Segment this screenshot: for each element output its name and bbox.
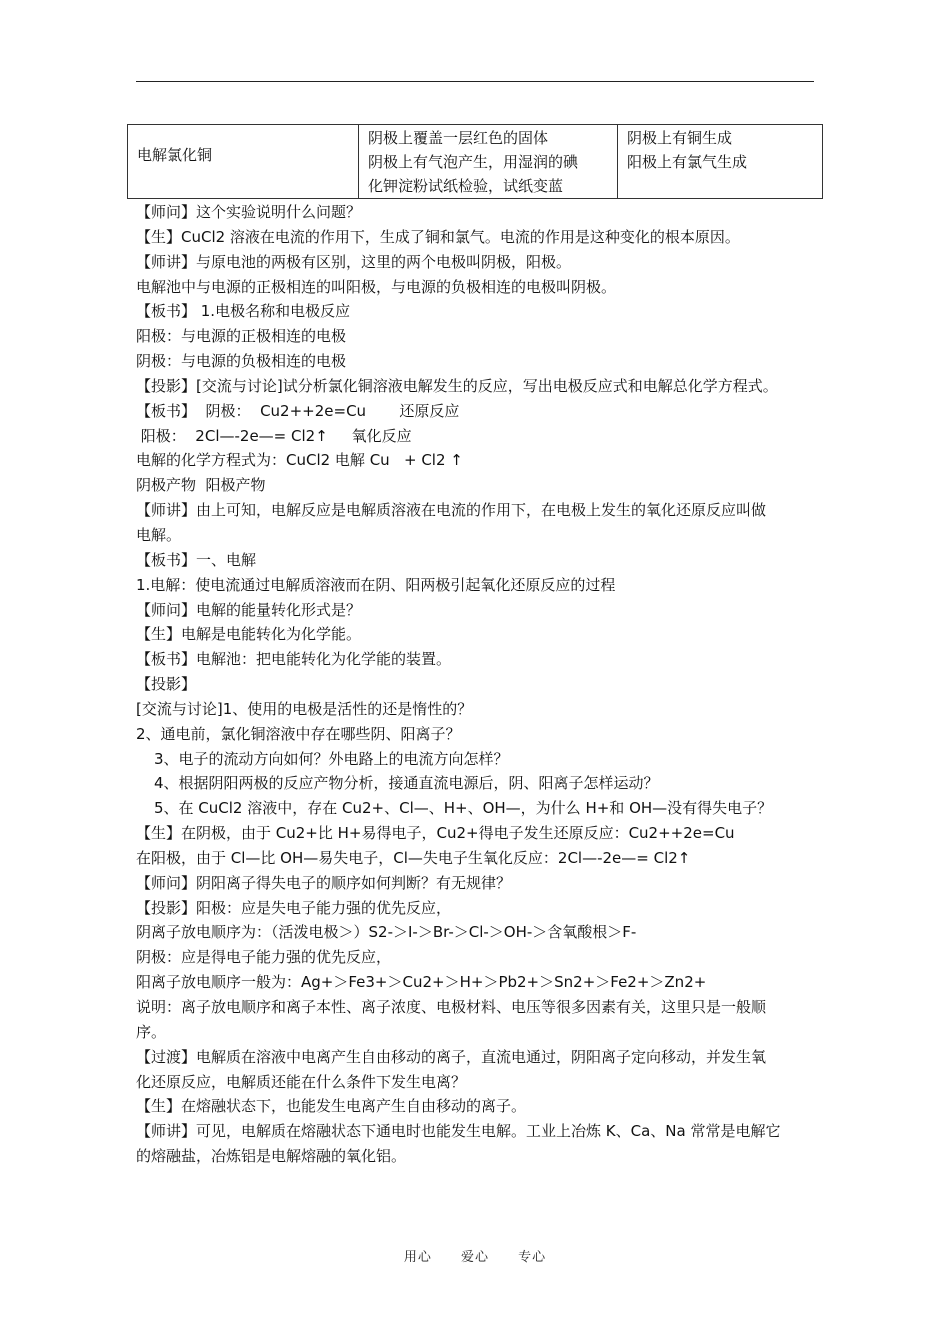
text-line: 【师讲】与原电池的两极有区别，这里的两个电极叫阴极，阳极。	[136, 252, 572, 271]
text-line: 阳离子放电顺序一般为：Ag+＞Fe3+＞Cu2+＞H+＞Pb2+＞Sn2+＞Fe2+＞Zn2+	[136, 973, 707, 992]
conclusion-line: 阳极上有氯气生成	[627, 153, 748, 171]
text-line: 【投影】阳极：应是失电子能力强的优先反应，	[136, 898, 452, 917]
text-line: 【板书】电解池：把电能转化为化学能的装置。	[136, 650, 452, 669]
phenomenon-line: 阴极上有气泡产生，用湿润的碘	[368, 153, 579, 171]
table-cell-conclusion	[618, 125, 822, 198]
text-line: 电解。	[136, 525, 182, 544]
text-line: 电解池中与电源的正极相连的叫阳极，与电源的负极相连的电极叫阴极。	[136, 277, 617, 296]
text-line: 5、在 CuCl2 溶液中，存在 Cu2+、Cl—、H+、OH—，为什么 H+和 OH—没有得失电子？	[154, 799, 773, 818]
text-line: 【师问】阴阳离子得失电子的顺序如何判断？有无规律？	[136, 873, 512, 892]
page-footer	[0, 1246, 950, 1265]
text-line: 电解的化学方程式为：CuCl2 电解 Cu + Cl2 ↑	[136, 451, 463, 470]
text-line: [交流与讨论]1、使用的电极是活性的还是惰性的？	[136, 699, 473, 718]
text-line: 【师讲】可见，电解质在熔融状态下通电时也能发生电解。工业上冶炼 K、Ca、Na 常常是电解它	[136, 1122, 781, 1141]
lesson-body	[136, 200, 826, 1169]
phenomenon-line: 化钾淀粉试纸检验，试纸变蓝	[368, 177, 564, 195]
table-cell-phenomena	[359, 125, 618, 198]
text-line: 【板书】一、电解	[136, 550, 257, 569]
text-line: 化还原反应，电解质还能在什么条件下发生电离？	[136, 1072, 467, 1091]
text-line: 【师问】电解的能量转化形式是？	[136, 600, 362, 619]
text-line: 阳极： 2Cl—-2e—= Cl2↑ 氧化反应	[136, 426, 412, 445]
text-line: 阴极产物 阳极产物	[136, 476, 266, 495]
text-line: 阴极：与电源的负极相连的电极	[136, 352, 347, 371]
text-line: 【投影】[交流与讨论]试分析氯化铜溶液电解发生的反应，写出电极反应式和电解总化学方程式。	[136, 376, 778, 395]
footer-text: 爱心	[460, 1250, 489, 1265]
phenomenon-line: 阴极上覆盖一层红色的固体	[368, 129, 549, 147]
text-line: 4、根据阴阳两极的反应产物分析，接通直流电源后，阴、阳离子怎样运动？	[154, 774, 659, 793]
text-line: 【板书】 阴极： Cu2++2e=Cu 还原反应	[136, 401, 460, 420]
table-cell-experiment	[128, 125, 359, 198]
header-rule	[136, 81, 814, 82]
text-line: 【生】电解是电能转化为化学能。	[136, 625, 362, 644]
text-line: 【投影】	[136, 675, 197, 694]
footer-text: 专心	[518, 1250, 547, 1265]
text-line: 【板书】 1.电极名称和电极反应	[136, 302, 351, 321]
text-line: 1.电解：使电流通过电解质溶液而在阴、阳两极引起氧化还原反应的过程	[136, 575, 616, 594]
experiment-table	[127, 124, 823, 199]
text-line: 【师问】这个实验说明什么问题？	[136, 203, 362, 221]
text-line: 说明：离子放电顺序和离子本性、离子浓度、电极材料、电压等很多因素有关，这里只是一般顺	[136, 998, 767, 1016]
text-line: 【生】在熔融状态下，也能发生电离产生自由移动的离子。	[136, 1097, 527, 1116]
text-line: 【生】在阴极，由于 Cu2+比 H+易得电子，Cu2+得电子发生还原反应：Cu2++2e=Cu	[136, 824, 735, 843]
text-line: 3、电子的流动方向如何？外电路上的电流方向怎样？	[154, 749, 509, 768]
text-line: 阴离子放电顺序为：（活泼电极＞）S2-＞I-＞Br-＞Cl-＞OH-＞含氧酸根＞F-	[136, 923, 637, 942]
footer-text: 用心	[403, 1250, 432, 1265]
experiment-name: 电解氯化铜	[137, 146, 213, 164]
text-line: 在阳极，由于 Cl—比 OH—易失电子，Cl—失电子生氧化反应：2Cl—-2e—= Cl2↑	[136, 848, 691, 867]
text-line: 【生】CuCl2 溶液在电流的作用下，生成了铜和氯气。电流的作用是这种变化的根本原因。	[136, 227, 740, 246]
text-line: 2、通电前，氯化铜溶液中存在哪些阴、阳离子？	[136, 724, 461, 743]
text-line: 【师讲】由上可知，电解反应是电解质溶液在电流的作用下，在电极上发生的氧化还原反应叫做	[136, 501, 767, 520]
text-line: 阳极：与电源的正极相连的电极	[136, 327, 347, 346]
text-line: 的熔融盐，冶炼铝是电解熔融的氧化铝。	[136, 1147, 407, 1166]
text-line: 序。	[136, 1022, 167, 1041]
text-line: 【过渡】电解质在溶液中电离产生自由移动的离子，直流电通过，阴阳离子定向移动，并发生氧	[136, 1047, 767, 1066]
text-line: 阴极：应是得电子能力强的优先反应，	[136, 948, 392, 967]
conclusion-line: 阴极上有铜生成	[627, 129, 733, 147]
